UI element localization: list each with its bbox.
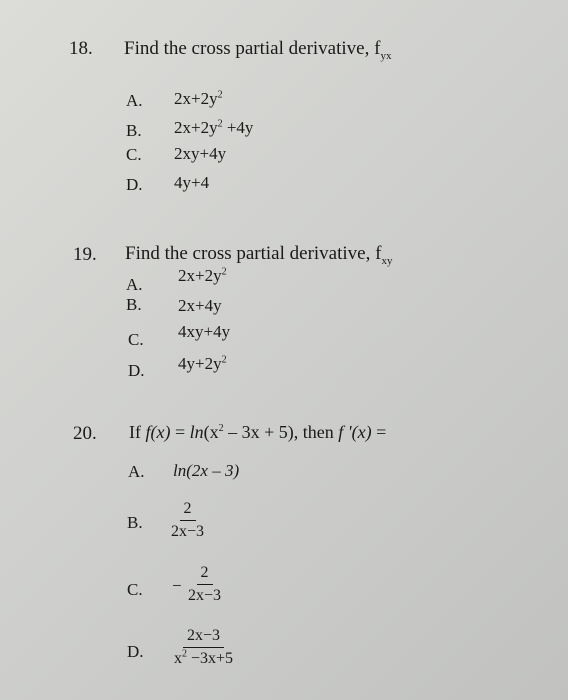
q19-b-pre: 2x+4y <box>178 296 222 315</box>
q18-option-b-label: B. <box>126 121 142 140</box>
q19-option-b <box>178 296 222 316</box>
q18-option-d <box>174 173 209 193</box>
q19-option-d-label: D. <box>128 361 145 380</box>
q18-a-pre: 2x+2y <box>174 89 218 108</box>
q19-prompt-subscript: xy <box>381 254 393 267</box>
q19-option-a <box>178 266 227 286</box>
q18-a-sup: 2 <box>217 89 223 101</box>
q20-c-denominator: 2x−3 <box>188 587 222 605</box>
q20-option-c-fraction <box>184 564 225 606</box>
q20-stem-end: = <box>371 422 387 442</box>
q20-number: 20. <box>73 423 97 444</box>
q19-d-sup: 2 <box>221 354 227 366</box>
q20-option-b-fraction <box>167 500 208 542</box>
q20-option-c-label: C. <box>127 580 143 599</box>
q18-b-pre: 2x+2y <box>174 118 218 137</box>
q18-option-a <box>174 89 223 109</box>
q19-c-pre: 4xy+4y <box>178 322 231 341</box>
q20-d-den-pre: x <box>174 650 182 668</box>
q20-option-a-label: A. <box>128 462 145 481</box>
q20-stem-eq: = <box>170 422 190 442</box>
q18-prompt-subscript: yx <box>380 49 392 62</box>
q20-d-denominator <box>170 648 237 668</box>
q20-d-numerator: 2x−3 <box>183 627 224 648</box>
q18-d-pre: 4y+4 <box>174 173 210 192</box>
q20-stem <box>129 422 386 443</box>
q20-a-rest: (2x – 3) <box>186 461 240 480</box>
q18-prompt <box>124 38 391 60</box>
q19-a-sup: 2 <box>221 266 227 278</box>
q20-stem-fprime: f '(x) <box>338 422 372 442</box>
q19-option-a-label: A. <box>126 275 143 294</box>
q18-option-a-label: A. <box>126 91 143 110</box>
q18-b-post: +4y <box>222 118 254 137</box>
q19-option-c <box>178 322 230 342</box>
q20-a-ln: ln <box>173 461 187 480</box>
q19-prompt-text: Find the cross partial derivative, f <box>125 243 382 264</box>
q19-option-b-label: B. <box>126 295 142 314</box>
q20-b-denominator: 2x−3 <box>171 523 205 541</box>
q20-c-numerator: 2 <box>197 564 213 585</box>
q19-option-c-label: C. <box>128 330 144 349</box>
q18-option-c-label: C. <box>126 145 142 164</box>
q20-c-sign: − <box>172 576 182 595</box>
q20-option-d-fraction <box>170 627 237 669</box>
q20-b-numerator: 2 <box>180 500 196 521</box>
q19-prompt <box>125 243 392 265</box>
q19-d-pre: 4y+2y <box>178 354 222 373</box>
q18-c-pre: 2xy+4y <box>174 144 227 163</box>
q20-stem-arg-sup: 2 <box>218 423 224 434</box>
q18-option-c <box>174 144 226 164</box>
q20-stem-ln: ln <box>189 422 204 442</box>
q20-option-b-label: B. <box>127 513 143 532</box>
q18-option-d-label: D. <box>126 175 143 194</box>
q20-d-den-sup: 2 <box>182 649 187 661</box>
q18-option-b <box>174 118 253 138</box>
q20-option-a <box>173 461 239 481</box>
q20-stem-arg-pre: (x <box>203 422 219 442</box>
q20-stem-fx: f(x) <box>145 422 171 442</box>
q20-stem-if: If <box>129 422 146 442</box>
q19-option-d <box>178 354 227 374</box>
q19-number: 19. <box>73 244 97 265</box>
q20-d-den-post: −3x+5 <box>187 650 234 668</box>
q18-number: 18. <box>69 38 93 59</box>
q18-prompt-text: Find the cross partial derivative, f <box>124 38 381 59</box>
q18-b-sup: 2 <box>217 118 223 130</box>
q20-option-d-label: D. <box>127 642 144 661</box>
q20-stem-arg-post: – 3x + 5), then <box>223 422 339 442</box>
q19-a-pre: 2x+2y <box>178 266 222 285</box>
